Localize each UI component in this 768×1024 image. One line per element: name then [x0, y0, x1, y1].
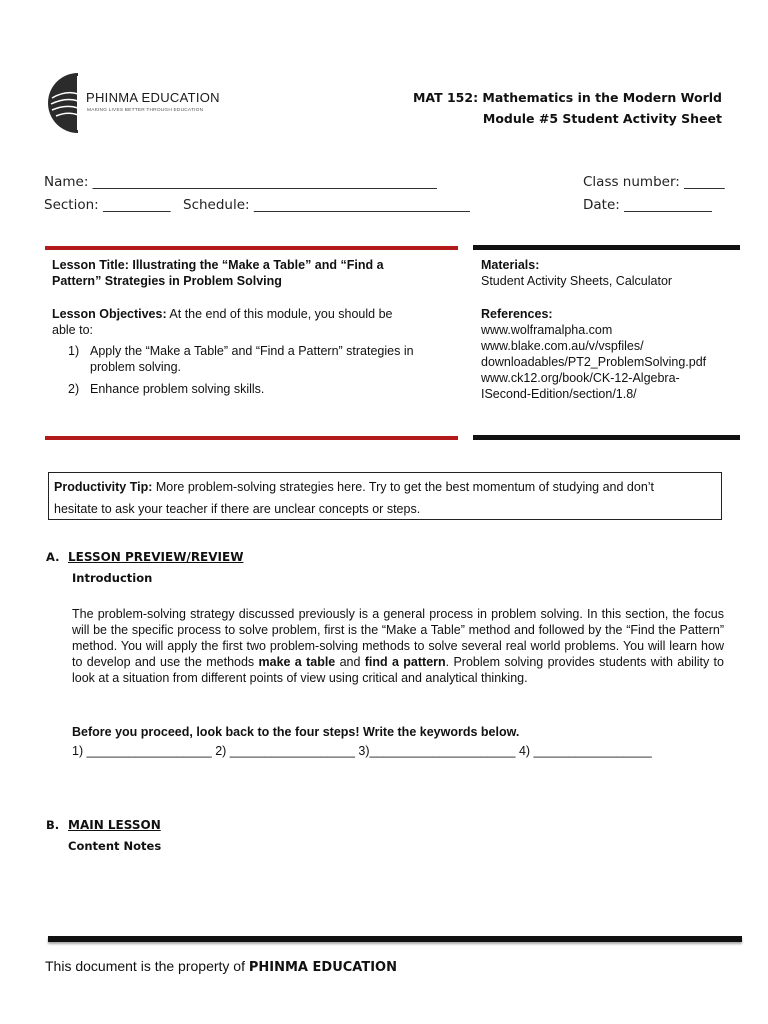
class-number-field[interactable]: Class number: ______ — [583, 174, 725, 190]
tip-label: Productivity Tip: — [54, 480, 153, 494]
section-a-letter: A. — [46, 550, 60, 564]
date-field[interactable]: Date: _____________ — [583, 197, 712, 213]
tip-line1 — [54, 476, 716, 498]
logo-name: PHINMA EDUCATION — [86, 90, 220, 105]
objective-num-2: 2) — [68, 382, 80, 396]
tip-text: More problem-solving strategies here. Try to get the best momentum of studying and don’t — [152, 480, 655, 494]
productivity-tip-box — [48, 472, 722, 520]
reference-line[interactable]: www.blake.com.au/v/vspfiles/ — [481, 339, 644, 353]
objectives-label: Lesson Objectives: — [52, 307, 167, 321]
intro-text-and: and — [335, 655, 365, 669]
materials-text: Student Activity Sheets, Calculator — [481, 274, 673, 288]
top-black-divider — [473, 245, 740, 250]
objectives-intro-line2: able to: — [52, 323, 94, 337]
section-field[interactable]: Section: __________ — [44, 197, 171, 213]
course-subtitle: Module #5 Student Activity Sheet — [482, 111, 722, 126]
objective-1-line2: problem solving. — [90, 360, 182, 374]
keyword-blanks[interactable]: 1) __________________ 2) __________________ 3)_____________________ 4) _________________ — [72, 744, 652, 758]
materials-label: Materials: — [481, 258, 540, 272]
intro-bold-find-pattern: find a pattern — [364, 655, 446, 669]
footer-text — [45, 958, 397, 975]
section-b-letter: B. — [46, 818, 60, 832]
proceed-prompt: Before you proceed, look back to the four steps! Write the keywords below. — [72, 725, 520, 739]
footer-brand: PHINMA EDUCATION — [248, 960, 397, 975]
footer-prefix: This document is the property of — [45, 958, 249, 974]
objective-num-1: 1) — [68, 344, 80, 358]
section-a-subheading: Introduction — [72, 571, 153, 585]
reference-line[interactable]: www.wolframalpha.com — [481, 323, 613, 337]
lesson-objectives-intro — [52, 306, 392, 322]
references-label: References: — [481, 307, 553, 321]
introduction-paragraph — [72, 606, 724, 686]
footer-divider — [48, 936, 742, 942]
intro-bold-make-table: make a table — [258, 655, 336, 669]
reference-line[interactable]: www.ck12.org/book/CK-12-Algebra- — [481, 371, 680, 385]
course-title: MAT 152: Mathematics in the Modern World — [412, 90, 722, 105]
tip-line2: hesitate to ask your teacher if there are unclear concepts or steps. — [54, 502, 421, 516]
section-b-subheading: Content Notes — [68, 839, 162, 853]
objective-1-line1: Apply the “Make a Table” and “Find a Pattern” strategies in — [90, 344, 414, 358]
objectives-intro-text: At the end of this module, you should be — [166, 307, 393, 321]
reference-line[interactable]: ISecond-Edition/section/1.8/ — [481, 387, 637, 401]
reference-line[interactable]: downloadables/PT2_ProblemSolving.pdf — [481, 355, 707, 369]
bottom-black-divider — [473, 435, 740, 440]
lesson-title-line2: Pattern” Strategies in Problem Solving — [52, 274, 282, 288]
lesson-title-line1: Lesson Title: Illustrating the “Make a Table” and “Find a — [52, 258, 384, 272]
intro-text-1: The problem-solving strategy discussed previously is a general process in problem solving. In this section, the focus will be the specific process to solve problem, first is the “Make a Table” method and followed by the “Find the Pattern” method. You will apply the first two problem-solving methods to solve several real world problems. You will learn how to develop and use the methods — [72, 607, 724, 669]
top-red-divider — [45, 246, 458, 250]
logo-tagline: MAKING LIVES BETTER THROUGH EDUCATION — [87, 108, 204, 113]
bottom-red-divider — [45, 436, 458, 440]
name-field[interactable]: Name: ___________________________________________________ — [44, 174, 437, 190]
schedule-field[interactable]: Schedule: ________________________________ — [183, 197, 470, 213]
objective-2-line1: Enhance problem solving skills. — [90, 382, 265, 396]
section-b-title: MAIN LESSON — [68, 818, 161, 832]
section-a-title: LESSON PREVIEW/REVIEW — [68, 550, 244, 564]
phinma-logo — [48, 70, 248, 140]
intro-text-2: . Problem solving provides students with ability to look at a situation from different points of view using critical and analytical thinking. — [72, 655, 724, 685]
